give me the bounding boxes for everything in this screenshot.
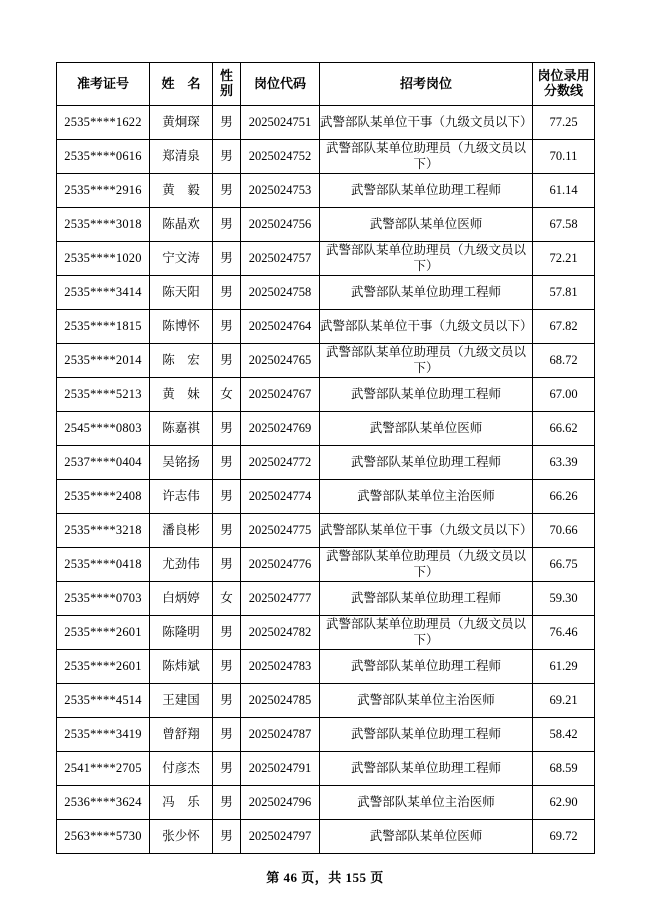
- cell-sex: 男: [213, 650, 241, 684]
- cell-name: 尤劲伟: [150, 548, 213, 582]
- column-header-post: 招考岗位: [320, 63, 533, 106]
- cell-admission-id: 2535****2916: [57, 174, 150, 208]
- cell-post-code: 2025024782: [241, 616, 320, 650]
- cell-name: 黄 妹: [150, 378, 213, 412]
- table-row: [57, 820, 595, 854]
- table-row: [57, 514, 595, 548]
- cell-admission-id: 2535****0616: [57, 140, 150, 174]
- cell-name: 宁文涛: [150, 242, 213, 276]
- cell-post: 武警部队某单位医师: [320, 412, 533, 446]
- cell-name: 陈博怀: [150, 310, 213, 344]
- cell-post: 武警部队某单位助理员（九级文员以下）: [320, 616, 533, 650]
- cell-sex: 男: [213, 140, 241, 174]
- table-row: [57, 276, 595, 310]
- table-row: [57, 752, 595, 786]
- cell-admission-id: 2541****2705: [57, 752, 150, 786]
- cell-score: 61.14: [533, 174, 595, 208]
- cell-name: 郑清泉: [150, 140, 213, 174]
- cell-name: 张少怀: [150, 820, 213, 854]
- cell-score: 62.90: [533, 786, 595, 820]
- cell-post: 武警部队某单位助理工程师: [320, 276, 533, 310]
- cell-post-code: 2025024774: [241, 480, 320, 514]
- cell-score: 77.25: [533, 106, 595, 140]
- cell-post-code: 2025024783: [241, 650, 320, 684]
- cell-sex: 男: [213, 820, 241, 854]
- table-row: [57, 548, 595, 582]
- column-header-sex-line2: 别: [219, 83, 233, 98]
- cell-score: 66.62: [533, 412, 595, 446]
- cell-name: 吴铭扬: [150, 446, 213, 480]
- column-header-name: 姓 名: [150, 63, 213, 106]
- cell-post-code: 2025024796: [241, 786, 320, 820]
- cell-name: 陈隆明: [150, 616, 213, 650]
- cell-post-code: 2025024785: [241, 684, 320, 718]
- table-header-row: [57, 63, 595, 106]
- cell-post: 武警部队某单位助理工程师: [320, 446, 533, 480]
- cell-sex: 男: [213, 446, 241, 480]
- cell-score: 57.81: [533, 276, 595, 310]
- table-row: [57, 786, 595, 820]
- cell-score: 61.29: [533, 650, 595, 684]
- cell-score: 66.75: [533, 548, 595, 582]
- cell-score: 59.30: [533, 582, 595, 616]
- cell-post: 武警部队某单位医师: [320, 820, 533, 854]
- cell-post-code: 2025024753: [241, 174, 320, 208]
- table-body: [57, 106, 595, 854]
- cell-post-code: 2025024772: [241, 446, 320, 480]
- page-footer: 第 46 页，共 155 页: [266, 870, 384, 885]
- cell-name: 陈炜斌: [150, 650, 213, 684]
- cell-admission-id: 2535****0703: [57, 582, 150, 616]
- cell-post: 武警部队某单位助理员（九级文员以下）: [320, 242, 533, 276]
- cell-post-code: 2025024751: [241, 106, 320, 140]
- cell-post: 武警部队某单位助理工程师: [320, 752, 533, 786]
- column-header-score-line2: 分数线: [543, 83, 583, 98]
- table-row: [57, 480, 595, 514]
- cell-name: 陈晶欢: [150, 208, 213, 242]
- cell-sex: 男: [213, 752, 241, 786]
- cell-post: 武警部队某单位主治医师: [320, 684, 533, 718]
- cell-post: 武警部队某单位助理工程师: [320, 174, 533, 208]
- table-row: [57, 106, 595, 140]
- cell-sex: 男: [213, 514, 241, 548]
- table-row: [57, 616, 595, 650]
- cell-post-code: 2025024752: [241, 140, 320, 174]
- cell-sex: 男: [213, 344, 241, 378]
- table-row: [57, 140, 595, 174]
- cell-sex: 男: [213, 616, 241, 650]
- column-header-id: 准考证号: [57, 63, 150, 106]
- cell-sex: 男: [213, 480, 241, 514]
- cell-post-code: 2025024777: [241, 582, 320, 616]
- cell-sex: 男: [213, 276, 241, 310]
- cell-name: 陈 宏: [150, 344, 213, 378]
- cell-score: 70.11: [533, 140, 595, 174]
- cell-score: 67.58: [533, 208, 595, 242]
- cell-post: 武警部队某单位助理员（九级文员以下）: [320, 344, 533, 378]
- cell-post: 武警部队某单位医师: [320, 208, 533, 242]
- cell-post-code: 2025024758: [241, 276, 320, 310]
- cell-score: 69.72: [533, 820, 595, 854]
- cell-admission-id: 2535****1815: [57, 310, 150, 344]
- cell-sex: 女: [213, 582, 241, 616]
- cell-admission-id: 2535****1020: [57, 242, 150, 276]
- column-header-sex-line1: 性: [219, 68, 233, 84]
- cell-post-code: 2025024769: [241, 412, 320, 446]
- cell-name: 许志伟: [150, 480, 213, 514]
- cell-admission-id: 2535****4514: [57, 684, 150, 718]
- cell-post: 武警部队某单位主治医师: [320, 480, 533, 514]
- cell-sex: 男: [213, 684, 241, 718]
- cell-score: 67.82: [533, 310, 595, 344]
- cell-admission-id: 2535****0418: [57, 548, 150, 582]
- table-row: [57, 310, 595, 344]
- cell-admission-id: 2535****2408: [57, 480, 150, 514]
- cell-sex: 男: [213, 548, 241, 582]
- cell-sex: 男: [213, 412, 241, 446]
- table-row: [57, 718, 595, 752]
- cell-name: 王建国: [150, 684, 213, 718]
- results-table: [56, 62, 595, 854]
- cell-admission-id: 2563****5730: [57, 820, 150, 854]
- cell-post-code: 2025024767: [241, 378, 320, 412]
- cell-name: 曾舒翔: [150, 718, 213, 752]
- table-row: [57, 582, 595, 616]
- cell-admission-id: 2535****3018: [57, 208, 150, 242]
- cell-post: 武警部队某单位干事（九级文员以下）: [320, 106, 533, 140]
- cell-admission-id: 2535****3419: [57, 718, 150, 752]
- cell-sex: 男: [213, 242, 241, 276]
- cell-sex: 男: [213, 106, 241, 140]
- cell-score: 58.42: [533, 718, 595, 752]
- table-header: [57, 63, 595, 106]
- cell-admission-id: 2535****2601: [57, 650, 150, 684]
- cell-post-code: 2025024797: [241, 820, 320, 854]
- cell-post: 武警部队某单位助理工程师: [320, 378, 533, 412]
- cell-score: 68.59: [533, 752, 595, 786]
- table-row: [57, 684, 595, 718]
- cell-name: 黄 毅: [150, 174, 213, 208]
- cell-sex: 男: [213, 208, 241, 242]
- cell-score: 72.21: [533, 242, 595, 276]
- cell-sex: 男: [213, 718, 241, 752]
- cell-post-code: 2025024791: [241, 752, 320, 786]
- cell-post: 武警部队某单位助理工程师: [320, 650, 533, 684]
- cell-admission-id: 2535****3218: [57, 514, 150, 548]
- cell-admission-id: 2535****2014: [57, 344, 150, 378]
- cell-score: 76.46: [533, 616, 595, 650]
- cell-admission-id: 2535****1622: [57, 106, 150, 140]
- column-header-code: 岗位代码: [241, 63, 320, 106]
- cell-score: 68.72: [533, 344, 595, 378]
- cell-score: 63.39: [533, 446, 595, 480]
- table-row: [57, 174, 595, 208]
- cell-score: 67.00: [533, 378, 595, 412]
- cell-score: 66.26: [533, 480, 595, 514]
- cell-name: 冯 乐: [150, 786, 213, 820]
- table-row: [57, 344, 595, 378]
- table-row: [57, 650, 595, 684]
- cell-post-code: 2025024765: [241, 344, 320, 378]
- cell-name: 潘良彬: [150, 514, 213, 548]
- column-header-sex: [213, 63, 241, 106]
- cell-sex: 男: [213, 786, 241, 820]
- cell-name: 付彦杰: [150, 752, 213, 786]
- cell-sex: 女: [213, 378, 241, 412]
- table-row: [57, 378, 595, 412]
- table-row: [57, 242, 595, 276]
- column-header-score-line1: 岗位录用: [537, 68, 590, 84]
- cell-post-code: 2025024776: [241, 548, 320, 582]
- cell-name: 白炳婷: [150, 582, 213, 616]
- cell-post: 武警部队某单位主治医师: [320, 786, 533, 820]
- table-row: [57, 208, 595, 242]
- cell-sex: 男: [213, 174, 241, 208]
- cell-score: 70.66: [533, 514, 595, 548]
- cell-post-code: 2025024757: [241, 242, 320, 276]
- column-header-score: [533, 63, 595, 106]
- cell-post-code: 2025024787: [241, 718, 320, 752]
- cell-post: 武警部队某单位干事（九级文员以下）: [320, 514, 533, 548]
- cell-admission-id: 2536****3624: [57, 786, 150, 820]
- cell-post: 武警部队某单位助理工程师: [320, 582, 533, 616]
- cell-post-code: 2025024775: [241, 514, 320, 548]
- table-row: [57, 412, 595, 446]
- cell-post: 武警部队某单位助理员（九级文员以下）: [320, 548, 533, 582]
- table-row: [57, 446, 595, 480]
- cell-name: 陈嘉祺: [150, 412, 213, 446]
- cell-post-code: 2025024756: [241, 208, 320, 242]
- cell-admission-id: 2535****5213: [57, 378, 150, 412]
- cell-name: 陈天阳: [150, 276, 213, 310]
- cell-admission-id: 2537****0404: [57, 446, 150, 480]
- cell-admission-id: 2545****0803: [57, 412, 150, 446]
- cell-sex: 男: [213, 310, 241, 344]
- cell-score: 69.21: [533, 684, 595, 718]
- cell-name: 黄炯琛: [150, 106, 213, 140]
- cell-admission-id: 2535****2601: [57, 616, 150, 650]
- cell-admission-id: 2535****3414: [57, 276, 150, 310]
- cell-post: 武警部队某单位助理工程师: [320, 718, 533, 752]
- cell-post-code: 2025024764: [241, 310, 320, 344]
- cell-post: 武警部队某单位干事（九级文员以下）: [320, 310, 533, 344]
- cell-post: 武警部队某单位助理员（九级文员以下）: [320, 140, 533, 174]
